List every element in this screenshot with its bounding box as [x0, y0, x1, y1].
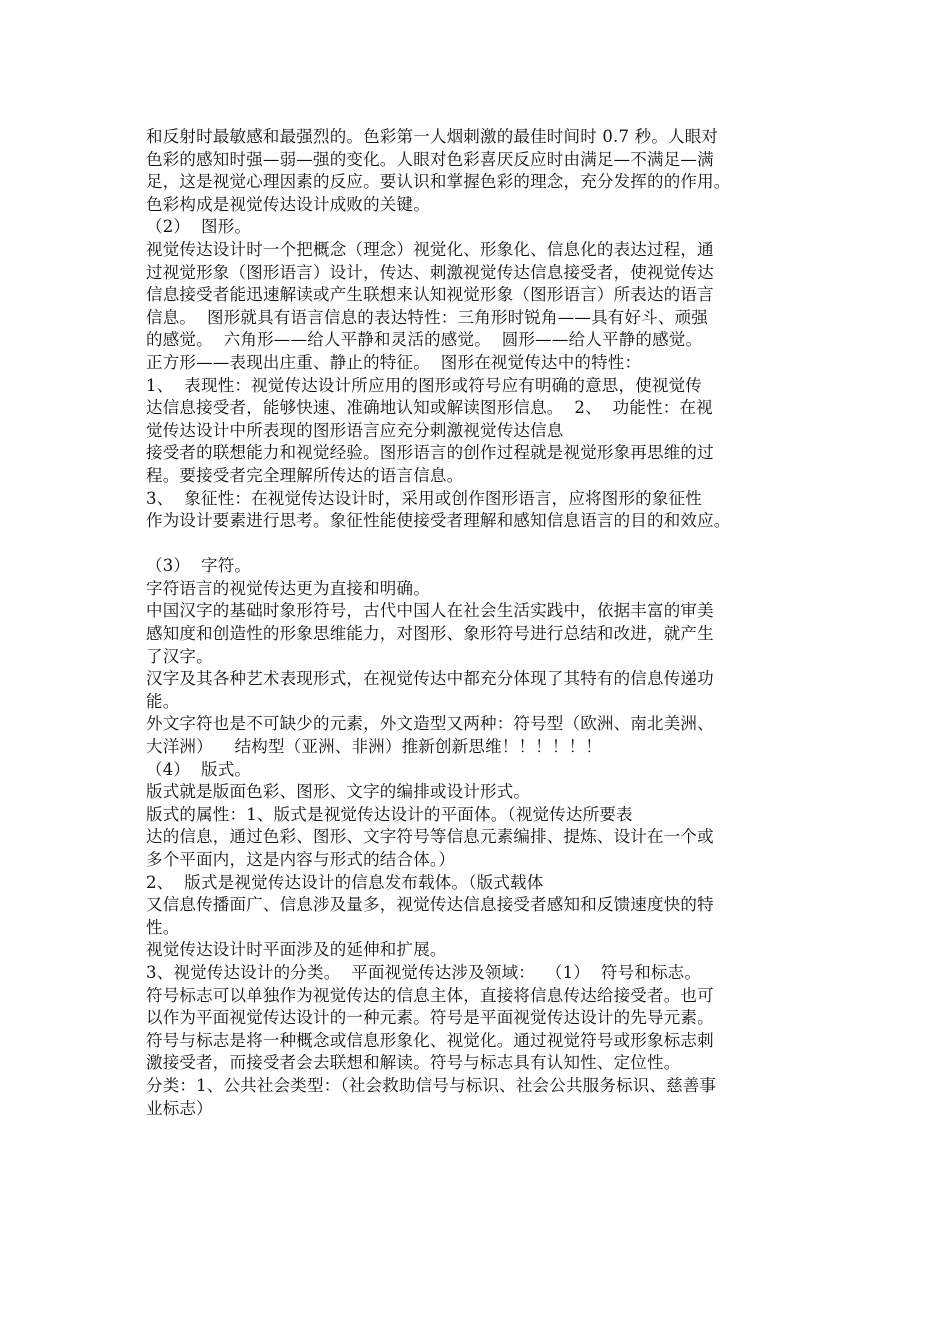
text-line: 分类：1、公共社会类型：（社会救助信号与标识、社会公共服务标识、慈善事: [146, 1075, 717, 1095]
text-line: 3、 象征性：在视觉传达设计时，采用或创作图形语言，应将图形的象征性: [146, 488, 702, 508]
text-line: 字符语言的视觉传达更为直接和明确。: [146, 578, 430, 598]
text-line: 性。: [146, 917, 180, 937]
text-line: 接受者的联想能力和视觉经验。图形语言的创作过程就是视觉形象再思维的过: [146, 443, 714, 463]
text-line: 又信息传播面广、信息涉及量多，视觉传达信息接受者感知和反馈速度快的特: [146, 895, 714, 915]
text-line: 大洋洲） 结构型（亚洲、非洲）推新创新思维！！！！！！: [146, 737, 602, 757]
text-line: 多个平面内，这是内容与形式的结合体。）: [146, 850, 456, 869]
text-line: 觉传达设计中所表现的图形语言应充分刺激视觉传达信息: [146, 420, 564, 440]
text-line: 足，这是视觉心理因素的反应。要认识和掌握色彩的理念，充分发挥的的作用。: [146, 172, 731, 192]
text-line: 外文字符也是不可缺少的元素，外文造型又两种：符号型（欧洲、南北美洲、: [146, 714, 714, 734]
text-line: 色彩的感知时强—弱—强的变化。人眼对色彩喜厌反应时由满足—不满足—满: [146, 149, 714, 169]
text-line: 版式就是版面色彩、图形、文字的编排或设计形式。: [146, 782, 531, 802]
text-line: 版式的属性：1、版式是视觉传达设计的平面体。（视觉传达所要表: [146, 804, 633, 824]
section-heading-graphics: （2） 图形。: [146, 217, 252, 237]
section-heading-characters: （3） 字符。: [146, 556, 252, 576]
text-line: 信息接受者能迅速解读或产生联想来认知视觉形象（图形语言）所表达的语言: [146, 285, 714, 305]
text-line: 达的信息，通过色彩、图形、文字符号等信息元素编排、提炼、设计在一个或: [146, 827, 714, 847]
text-line: 3、视觉传达设计的分类。 平面视觉传达涉及领域： （1） 符号和标志。: [146, 962, 702, 982]
section-heading-layout: （4） 版式。: [146, 759, 252, 779]
text-line: 作为设计要素进行思考。象征性能使接受者理解和感知信息语言的目的和效应。: [146, 511, 731, 531]
text-line: 的感觉。 六角形——给人平静和灵活的感觉。 圆形——给人平静的感觉。: [146, 330, 703, 350]
text-line: 和反射时最敏感和最强烈的。色彩第一人烟刺激的最佳时间时 0.7 秒。人眼对: [146, 127, 719, 146]
text-line: 以作为平面视觉传达设计的一种元素。符号是平面视觉传达设计的先导元素。: [146, 1008, 714, 1028]
text-line: 感知度和创造性的形象思维能力，对图形、象形符号进行总结和改进，就产生: [146, 624, 714, 644]
text-line: 2、 版式是视觉传达设计的信息发布载体。（版式载体: [146, 872, 544, 892]
text-line: 了汉字。: [146, 646, 213, 666]
text-line: 信息。 图形就具有语言信息的表达特性：三角形时锐角——具有好斗、顽强: [146, 307, 708, 327]
text-line: 1、 表现性：视觉传达设计所应用的图形或符号应有明确的意思，使视觉传: [146, 375, 702, 395]
text-line: 视觉传达设计时一个把概念（理念）视觉化、形象化、信息化的表达过程，通: [146, 239, 714, 259]
text-line: 视觉传达设计时平面涉及的延伸和扩展。: [146, 940, 447, 960]
text-line: 能。: [146, 691, 180, 711]
text-line: 色彩构成是视觉传达设计成败的关键。: [146, 194, 430, 214]
blank-line: [146, 533, 836, 556]
text-line: 符号与标志是将一种概念或信息形象化、视觉化。通过视觉符号或形象标志刺: [146, 1030, 714, 1050]
text-line: 达信息接受者，能够快速、准确地认知或解读图形信息。 2、 功能性：在视: [146, 398, 713, 418]
text-line: 汉字及其各种艺术表现形式，在视觉传达中都充分体现了其特有的信息传递功: [146, 669, 714, 689]
text-line: 激接受者，而接受者会去联想和解读。符号与标志具有认知性、定位性。: [146, 1053, 681, 1073]
text-line: 正方形——表现出庄重、静止的特征。 图形在视觉传达中的特性：: [146, 352, 642, 372]
text-line: 过视觉形象（图形语言）设计，传达、刺激视觉传达信息接受者，使视觉传达: [146, 262, 714, 282]
text-line: 符号标志可以单独作为视觉传达的信息主体，直接将信息传达给接受者。也可: [146, 985, 714, 1005]
text-line: 程。要接受者完全理解所传达的语言信息。: [146, 465, 464, 485]
text-line: 中国汉字的基础时象形符号，古代中国人在社会生活实践中，依据丰富的审美: [146, 601, 714, 621]
document-body: [146, 126, 836, 1120]
text-line: 业标志）: [146, 1098, 213, 1118]
